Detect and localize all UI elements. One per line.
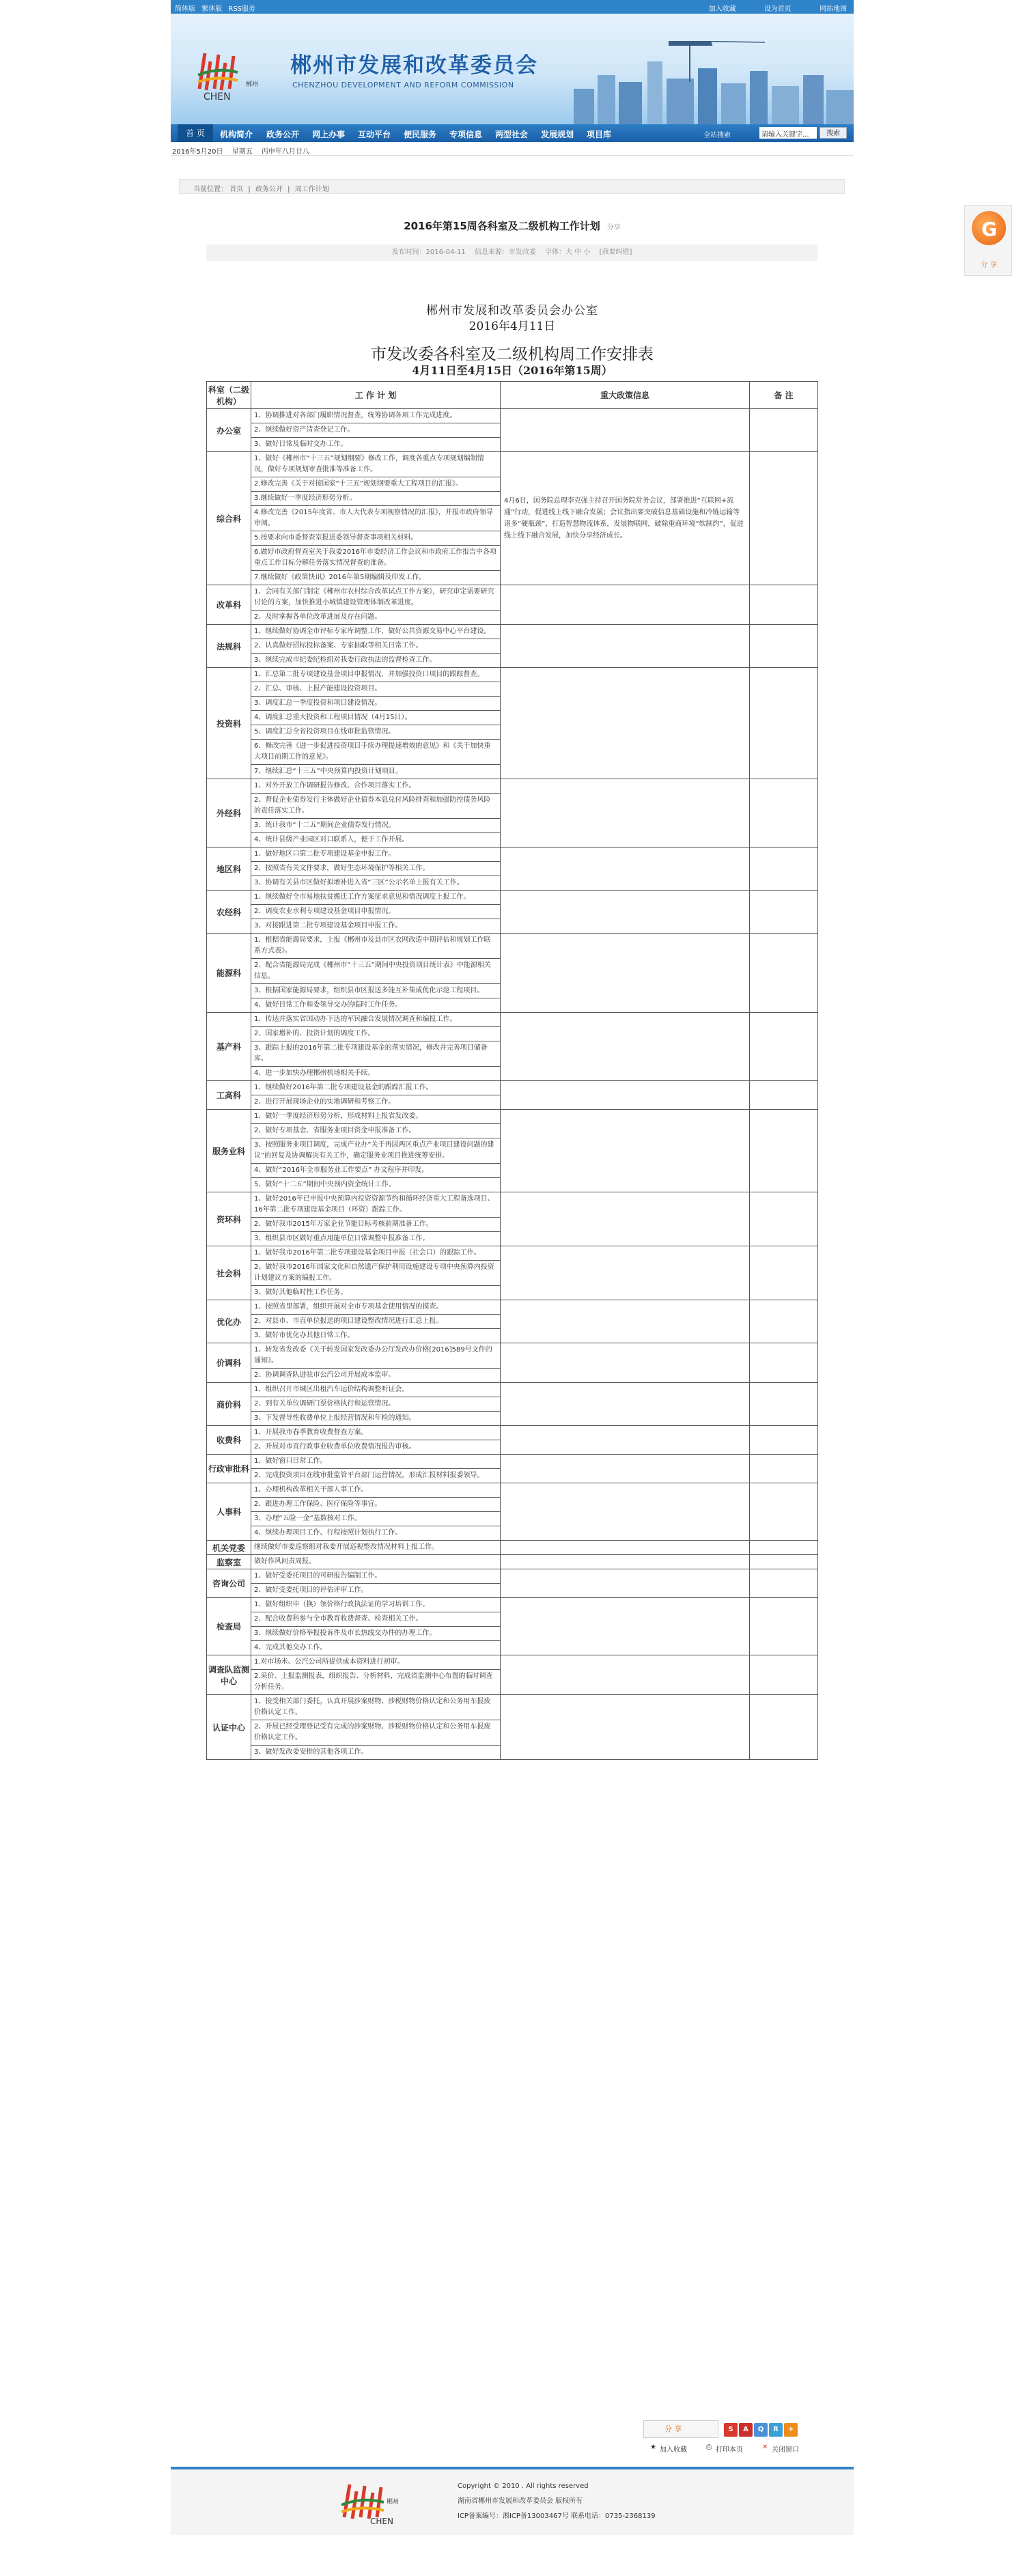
policy-info-cell: 4月6日，国务院总理李克强主持召开国务院常务会议，部署推进“互联网+流通”行动，促进线上线下融合发展；会议指出要突破信息基础设施和冷链运输等诸多“硬瓶颈”，打造智慧物流体系，发展物联网，破除重商环境“软制约”，促进线上线下融合发展，加快分享经济成长。 [501, 452, 750, 585]
breadcrumb: 当前位置： 首页 | 政务公开 | 周工作计划 [179, 179, 845, 194]
remark-cell [750, 1192, 818, 1246]
table-row [207, 625, 818, 639]
dept-cell: 收费科 [207, 1426, 251, 1455]
share-renren-icon[interactable]: R [769, 2423, 783, 2437]
task-cell: 4、进一步加快办理郴州机场相关手续。 [251, 1067, 501, 1081]
table-row [207, 1695, 818, 1720]
task-cell: 3.继续做好一季度经济形势分析。 [251, 492, 501, 506]
policy-info-cell [501, 668, 750, 779]
task-cell: 1、传达并落实省国动办下达的军民融合发展情况调查和编报工作。 [251, 1013, 501, 1027]
policy-info-cell [501, 934, 750, 1013]
task-cell: 7、继续汇总“十三五”中央预算内投资计划项目。 [251, 765, 501, 779]
policy-info-cell [501, 1343, 750, 1383]
task-cell: 3、做好日常及临时交办工作。 [251, 438, 501, 452]
policy-info-cell [501, 1541, 750, 1555]
task-cell: 6、修改完善《进一步促进投资项目手续办理提速增效的意见》和《关于加快重大项目前期工作的意见》。 [251, 740, 501, 765]
task-cell: 2、督促企业债券发行主体做好企业债券本息兑付风险排查和加强防控债务风险的责任落实工作。 [251, 794, 501, 819]
policy-info-cell [501, 1598, 750, 1655]
weekday: 星期五 [232, 148, 253, 156]
task-cell: 1、转发省发改委《关于转发国家发改委办公厅发改办价格[2016]589号文件的通知》。 [251, 1343, 501, 1369]
table-row [207, 934, 818, 959]
task-cell: 1、会同有关部门制定《郴州市农村综合改革试点工作方案》，研究审定需要研究讨论的方案，加快推进小城镇建设管理体制改革进度。 [251, 585, 501, 611]
task-cell: 1、汇总第二批专项建设基金项目申报情况，并加强投资口项目的跟踪督查。 [251, 668, 501, 682]
share-link[interactable]: 分享 [606, 224, 621, 232]
task-cell: 3、根据国家能源局要求，组织县市区报送多能互补集成优化示范工程项目。 [251, 984, 501, 998]
table-row [207, 1013, 818, 1027]
task-cell: 2、按照省有关文件要求，做好生态环境保护等相关工作。 [251, 862, 501, 876]
article-meta [206, 244, 817, 261]
task-cell: 1、按照省里部署，组织开展对全市专项基金使用情况的摸查。 [251, 1300, 501, 1315]
policy-info-cell [501, 625, 750, 668]
table-row [207, 1555, 818, 1569]
nav-item-home[interactable]: 首 页 [178, 124, 213, 142]
task-cell: 3、继续做好价格举报投诉件及市长热线交办件的办理工作。 [251, 1627, 501, 1641]
nav-item[interactable]: 政务公开 [266, 130, 300, 139]
task-cell: 3、办理“五险一金”基数核对工作。 [251, 1512, 501, 1526]
nav-item[interactable]: 发展规划 [541, 130, 574, 139]
task-cell: 3、做好发改委安排的其他各项工作。 [251, 1746, 501, 1760]
dept-cell: 机关党委 [207, 1541, 251, 1555]
dept-cell: 行政审批科 [207, 1455, 251, 1483]
task-cell: 2、做好受委托项目的评估评审工作。 [251, 1584, 501, 1598]
share-weibo-icon[interactable]: S [724, 2423, 738, 2437]
topbar-link[interactable]: RSS服务 [228, 5, 256, 13]
close-window-button[interactable]: 关闭窗口 [772, 2446, 799, 2454]
article-title-text: 2016年第15周各科室及二级机构工作计划 [404, 220, 600, 232]
task-cell: 4、继续办理项目工作、行程按照计划执行工作。 [251, 1526, 501, 1541]
remark-cell [750, 848, 818, 891]
remark-cell [750, 1695, 818, 1760]
policy-info-cell [501, 1555, 750, 1569]
task-cell: 2、配合省能源局完成《郴州市“十三五”期间中央投资项目统计表》中能源相关信息。 [251, 959, 501, 984]
table-row [207, 1455, 818, 1469]
copyright: Copyright © 2010 . All rights reserved [458, 2482, 589, 2490]
col-header-policy: 重大政策信息 [501, 382, 750, 409]
dept-cell: 优化办 [207, 1300, 251, 1343]
policy-info-cell [501, 1013, 750, 1081]
breadcrumb-item[interactable]: 首页 [229, 186, 244, 193]
task-cell: 3、做好其他临时性工作任务。 [251, 1286, 501, 1300]
task-cell: 2、开展已经受理登记受有完成的涉案财物、涉税财物价格认定和公务用车报废价格认定工作。 [251, 1720, 501, 1746]
policy-info-cell [501, 1300, 750, 1343]
dept-cell: 改革科 [207, 585, 251, 625]
share-qq-icon[interactable]: Q [754, 2423, 768, 2437]
date-bar [171, 142, 854, 156]
table-row [207, 1483, 818, 1498]
policy-info-cell [501, 1246, 750, 1300]
task-cell: 3、下发督导性收费单位上报经营情况和年检的通知。 [251, 1412, 501, 1426]
dept-cell: 商价科 [207, 1383, 251, 1426]
article-title [171, 219, 854, 233]
col-header-plan: 工 作 计 划 [251, 382, 501, 409]
sitemap-link[interactable]: 网站地图 [820, 5, 847, 13]
publish-time: 发布时间：2016-04-11 [391, 249, 466, 256]
col-header-remark: 备 注 [750, 382, 818, 409]
policy-info-cell [501, 1569, 750, 1598]
logo-text: CHEN [204, 92, 231, 102]
table-row [207, 1541, 818, 1555]
task-cell: 7.继续做好《政策快讯》2016年第5期编辑及印发工作。 [251, 571, 501, 585]
dept-cell: 资环科 [207, 1192, 251, 1246]
table-row [207, 1598, 818, 1612]
task-cell: 1、做好我市2016年第二批专项建设基金项目申报（社会口）的跟踪工作。 [251, 1246, 501, 1261]
search-input[interactable]: 请输入关键字... [759, 127, 817, 139]
report-error-link[interactable]: [我要纠错] [599, 249, 632, 256]
site-subtitle: CHENZHOU DEVELOPMENT AND REFORM COMMISSION [292, 81, 514, 89]
task-cell: 2、国家增补的、投资计划的调度工作。 [251, 1027, 501, 1041]
lunar-date: 丙申年八月廿八 [261, 148, 309, 156]
print-button[interactable]: 打印本页 [716, 2446, 743, 2454]
dept-cell: 检查局 [207, 1598, 251, 1655]
svg-text:CHEN: CHEN [370, 2517, 393, 2526]
task-cell: 1、继续做好协调全市评标专家库调整工作，做好公共资源交易中心平台建设。 [251, 625, 501, 639]
top-bar [171, 0, 854, 14]
table-row [207, 1192, 818, 1218]
policy-info-cell [501, 848, 750, 891]
city-skyline-illustration [567, 41, 854, 124]
task-cell: 1、接受相关部门委托，认真开展涉案财物、涉税财物价格认定和公务用车报废价格认定工作。 [251, 1695, 501, 1720]
share-button[interactable]: 分 享 [643, 2420, 718, 2438]
dept-cell: 能源科 [207, 934, 251, 1013]
footer [171, 2469, 854, 2535]
dept-cell: 调查队监测中心 [207, 1655, 251, 1695]
remark-cell [750, 1383, 818, 1426]
issue-date: 2016年4月11日 [468, 320, 556, 333]
task-cell: 1、做好窗口日常工作。 [251, 1455, 501, 1469]
nav-item[interactable]: 项目库 [587, 130, 612, 139]
task-cell: 2、做好我市2016年国家文化和自然遗产保护利用设施建设专项中央预算内投资计划建议方案的编报工作。 [251, 1261, 501, 1286]
policy-info-cell [501, 1655, 750, 1695]
task-cell: 3、统计我市“十二五”期间企业债券发行情况。 [251, 819, 501, 833]
task-cell: 2.采价、上报监测报表，组织报告、分析材料，完成省监测中心布置的临时调查分析任务。 [251, 1670, 501, 1695]
remark-cell [750, 1343, 818, 1383]
table-row [207, 891, 818, 905]
policy-info-cell [501, 1455, 750, 1483]
site-banner [171, 14, 854, 124]
footer-owner: 湖南省郴州市发展和改革委员会 版权所有 [458, 2497, 583, 2505]
nav-item[interactable]: 两型社会 [495, 130, 529, 139]
task-cell: 2、汇总、审核、上报产能建设投资项目。 [251, 682, 501, 697]
task-cell: 3、协调有关县市区做好拟增补进入省“三区”公示名单上报有关工作。 [251, 876, 501, 891]
task-cell: 2、完成投资项目在线审批监管平台部门运营情况，形成汇报材料报委领导。 [251, 1469, 501, 1483]
task-cell: 2、跟进办理工作保险、医疗保险等事宜。 [251, 1498, 501, 1512]
task-cell: 继续做好市委巡察组对我委开展巡视整改情况材料上报工作。 [251, 1541, 501, 1555]
dept-cell: 法规科 [207, 625, 251, 668]
task-cell: 5.按要求向市委督查室报送委领导督查事项相关材料。 [251, 531, 501, 546]
table-row [207, 1655, 818, 1670]
share-pdf-icon[interactable]: A [739, 2423, 753, 2437]
dept-cell: 地区科 [207, 848, 251, 891]
footer-address: ICP备案编号：湘ICP备13003467号 联系电话：0735-2368139 [458, 2512, 656, 2520]
remark-cell [750, 585, 818, 625]
task-cell: 6.做好市政府督查室关于我委2016年市委经济工作会议和市政府工作报告中各项重点工作目标分解任务落实情况督查的准备。 [251, 546, 501, 571]
task-cell: 2、到有关单位调研门票价格执行和运营情况。 [251, 1397, 501, 1412]
task-cell: 1、做好2016年已申报中央预算内投资资源节约和循环经济重大工程备选项目、16年第二批专项建设基金项目（环资）跟踪工作。 [251, 1192, 501, 1218]
dept-cell: 外经科 [207, 779, 251, 848]
work-plan-table [206, 381, 818, 1760]
task-cell: 1.对市场米、公汽公司所提供成本资料进行初审。 [251, 1655, 501, 1670]
task-cell: 2、继续做好资产清查登记工作。 [251, 423, 501, 438]
svg-text:郴州: 郴州 [387, 2499, 400, 2506]
favorite-icon: ★ [650, 2444, 656, 2451]
task-cell: 4.修改完善《2015年度省、市人大代表专项视察情况的汇报》，并报市政府领导审阅。 [251, 506, 501, 531]
remark-cell [750, 1555, 818, 1569]
dept-cell: 人事科 [207, 1483, 251, 1541]
share-float-label: 分 享 [981, 262, 997, 269]
main-nav [171, 124, 854, 142]
task-cell: 2、配合收费科参与全市教育收费督查、检查相关工作。 [251, 1612, 501, 1627]
add-favorite-link[interactable]: 加入收藏 [708, 5, 736, 13]
table-row [207, 1110, 818, 1124]
remark-cell [750, 1655, 818, 1695]
remark-cell [750, 625, 818, 668]
share-more-icon[interactable]: + [784, 2423, 798, 2437]
remark-cell [750, 668, 818, 779]
nav-item[interactable]: 便民服务 [404, 130, 437, 139]
share-float-widget[interactable] [964, 205, 1012, 276]
table-row [207, 779, 818, 794]
dept-cell: 投资科 [207, 668, 251, 779]
close-icon: ✕ [762, 2444, 768, 2451]
task-cell: 1、继续做好全市易地扶贫搬迁工作方案征求意见和情况调度上报工作。 [251, 891, 501, 905]
table-row [207, 585, 818, 611]
task-cell: 4、做好“2016年全市服务业工作要点” 办文程序并印发。 [251, 1164, 501, 1178]
task-cell: 3、继续完成市纪委纪检组对我委行政执法的监督检查工作。 [251, 654, 501, 668]
nav-item[interactable]: 互动平台 [358, 130, 391, 139]
task-cell: 1、做好一季度经济形势分析，形成材料上报省发改委。 [251, 1110, 501, 1124]
share-logo-icon: G [972, 211, 1006, 245]
table-row [207, 1081, 818, 1095]
table-row [207, 409, 818, 423]
remark-cell [750, 1598, 818, 1655]
task-cell: 1、对外开放工作调研报告修改、合作项目落实工作。 [251, 779, 501, 794]
policy-info-cell [501, 585, 750, 625]
task-cell: 做好作风问责周报。 [251, 1555, 501, 1569]
remark-cell [750, 1013, 818, 1081]
dept-cell: 综合科 [207, 452, 251, 585]
policy-info-cell [501, 1695, 750, 1760]
current-date: 2016年5月20日 [172, 148, 223, 156]
task-cell: 1、办理机构改革相关干部人事工作。 [251, 1483, 501, 1498]
remark-cell [750, 409, 818, 452]
policy-info-cell [501, 891, 750, 934]
task-cell: 3、对接跟进第二批专项建设基金项目申报工作。 [251, 919, 501, 934]
remark-cell [750, 1300, 818, 1343]
breadcrumb-item[interactable]: 周工作计划 [294, 186, 329, 193]
table-row [207, 1300, 818, 1315]
task-cell: 3、跟踪上报的2016年第二批专项建设基金的落实情况，修改并完善项目储备库。 [251, 1041, 501, 1067]
dept-cell: 咨询公司 [207, 1569, 251, 1598]
task-cell: 3、调度汇总一季度投资和项目建设情况。 [251, 697, 501, 711]
task-cell: 3、组织县市区做好重点用能单位日常调整申报准备工作。 [251, 1232, 501, 1246]
table-row [207, 1426, 818, 1440]
task-cell: 1、做好《郴州市“十三五”规划纲要》修改工作，调度各重点专项规划编制情况，做好专项规划审查批准等准备工作。 [251, 452, 501, 477]
search-label: 全站搜索 [703, 132, 731, 139]
task-cell: 4、做好日常工作和委领导交办的临时工作任务。 [251, 998, 501, 1013]
set-homepage-link[interactable]: 设为首页 [764, 5, 792, 13]
footer-logo-icon [335, 2479, 417, 2527]
remark-cell [750, 1541, 818, 1555]
task-cell: 4、调度汇总重大投资和工程项目情况（4月15日）。 [251, 711, 501, 725]
task-cell: 4、统计县级产业园区对口联系人，便于工作开展。 [251, 833, 501, 848]
task-cell: 2、做好我市2015年万家企业节能目标考核前期准备工作。 [251, 1218, 501, 1232]
search-button[interactable]: 搜索 [820, 127, 847, 139]
policy-info-cell [501, 1192, 750, 1246]
dept-cell: 办公室 [207, 409, 251, 452]
policy-info-cell [501, 1081, 750, 1110]
task-cell: 1、组织召开市城区出租汽车运价结构调整听证会。 [251, 1383, 501, 1397]
task-cell: 2、调度农业水利专项建设基金项目申报情况。 [251, 905, 501, 919]
dept-cell: 农经科 [207, 891, 251, 934]
task-cell: 1、根据省能源局要求，上报《郴州市及县市区农网改造中期评估和规划工作联系方式表》。 [251, 934, 501, 959]
remark-cell [750, 1455, 818, 1483]
remark-cell [750, 934, 818, 1013]
policy-info-cell [501, 1426, 750, 1455]
col-header-dept: 科室（二级机构） [207, 382, 251, 409]
policy-info-cell [501, 1483, 750, 1541]
task-cell: 2.修改完善《关于对接国家“十三五”规划纲要重大工程项目的汇报》。 [251, 477, 501, 492]
remark-cell [750, 1426, 818, 1455]
dept-cell: 工高科 [207, 1081, 251, 1110]
table-row [207, 452, 818, 477]
font-size-switch[interactable]: 字体：大 中 小 [545, 249, 591, 256]
document-subtitle: 4月11日至4月15日（2016年第15周） [412, 364, 613, 377]
task-cell: 1、做好组织申（换）领价格行政执法证的学习培训工作。 [251, 1598, 501, 1612]
nav-item[interactable]: 专项信息 [449, 130, 483, 139]
remark-cell [750, 452, 818, 585]
print-icon: ⎙ [706, 2444, 712, 2451]
task-cell: 4、完成其他交办工作。 [251, 1641, 501, 1655]
remark-cell [750, 1483, 818, 1541]
breadcrumb-prefix: 当前位置： [193, 186, 227, 193]
policy-info-cell [501, 409, 750, 452]
policy-info-cell [501, 1110, 750, 1192]
remark-cell [750, 1569, 818, 1598]
task-cell: 2、及时掌握各单位改革进展及存在问题。 [251, 611, 501, 625]
task-cell: 5、做好“十二五”期间中央预内资金统计工作。 [251, 1178, 501, 1192]
table-row [207, 1343, 818, 1369]
dept-cell: 服务业科 [207, 1110, 251, 1192]
task-cell: 1、协调推进对各部门履职情况督查，统筹协调各项工作完成进度。 [251, 409, 501, 423]
dept-cell: 价调科 [207, 1343, 251, 1383]
nav-item[interactable]: 网上办事 [312, 130, 346, 139]
issuing-org: 郴州市发展和改革委员会办公室 [426, 304, 598, 318]
breadcrumb-item[interactable]: 政务公开 [255, 186, 283, 193]
site-title: 郴州市发展和改革委员会 [290, 53, 538, 78]
task-cell: 2、对县市、市直单位报送的项目建设整改情况进行汇总上报。 [251, 1315, 501, 1329]
remark-cell [750, 779, 818, 848]
policy-info-cell [501, 1383, 750, 1426]
table-row [207, 1246, 818, 1261]
topbar-link[interactable]: 简体版 [175, 5, 195, 13]
dept-cell: 社会科 [207, 1246, 251, 1300]
document-title: 市发改委各科室及二级机构周工作安排表 [371, 346, 654, 363]
dept-cell: 认证中心 [207, 1695, 251, 1760]
table-row [207, 668, 818, 682]
logo-city-label: 郴州 [246, 81, 259, 88]
task-cell: 2、协调调查队进驻市公汽公司开展成本监审。 [251, 1369, 501, 1383]
remark-cell [750, 1081, 818, 1110]
task-cell: 1、做好受委托项目的可研报告编制工作。 [251, 1569, 501, 1584]
task-cell: 2、认真做好招标投标备案、专家抽取等相关日常工作。 [251, 639, 501, 654]
task-cell: 5、调度汇总全省投资项目在线审批监管情况。 [251, 725, 501, 740]
remark-cell [750, 891, 818, 934]
table-body [207, 409, 818, 1760]
task-cell: 2、做好专项基金、省服务业项目资金申报准备工作。 [251, 1124, 501, 1138]
task-cell: 1、开展我市春季教育收费督查方案。 [251, 1426, 501, 1440]
task-cell: 1、继续做好2016年第二批专项建设基金的跟踪汇报工作。 [251, 1081, 501, 1095]
table-header-row [207, 382, 818, 409]
task-cell: 2、开展对市直行政事业收费单位收费情况报告审核。 [251, 1440, 501, 1455]
remark-cell [750, 1110, 818, 1192]
info-source: 信息来源：市发改委 [474, 249, 536, 256]
dept-cell: 基产科 [207, 1013, 251, 1081]
topbar-link[interactable]: 繁体版 [201, 5, 223, 13]
task-cell: 2、进行开展现场企业的实地调研和考察工作。 [251, 1095, 501, 1110]
task-cell: 3、做好市优化办其他日常工作。 [251, 1329, 501, 1343]
policy-info-cell [501, 779, 750, 848]
dept-cell: 监察室 [207, 1555, 251, 1569]
add-favorite-button[interactable]: 加入收藏 [660, 2446, 687, 2454]
table-row [207, 848, 818, 862]
remark-cell [750, 1246, 818, 1300]
table-row [207, 1569, 818, 1584]
table-row [207, 1383, 818, 1397]
article-tools [643, 2420, 835, 2461]
task-cell: 1、做好地区口第二批专项建设基金申报工作。 [251, 848, 501, 862]
nav-item[interactable]: 机构简介 [220, 130, 253, 139]
task-cell: 3、按照服务业项目调度，完成产业办“关于再因两区重点产业项目建设问题的建议”的回复及协调解决有关工作，确定服务业项目推进统筹安排。 [251, 1138, 501, 1164]
